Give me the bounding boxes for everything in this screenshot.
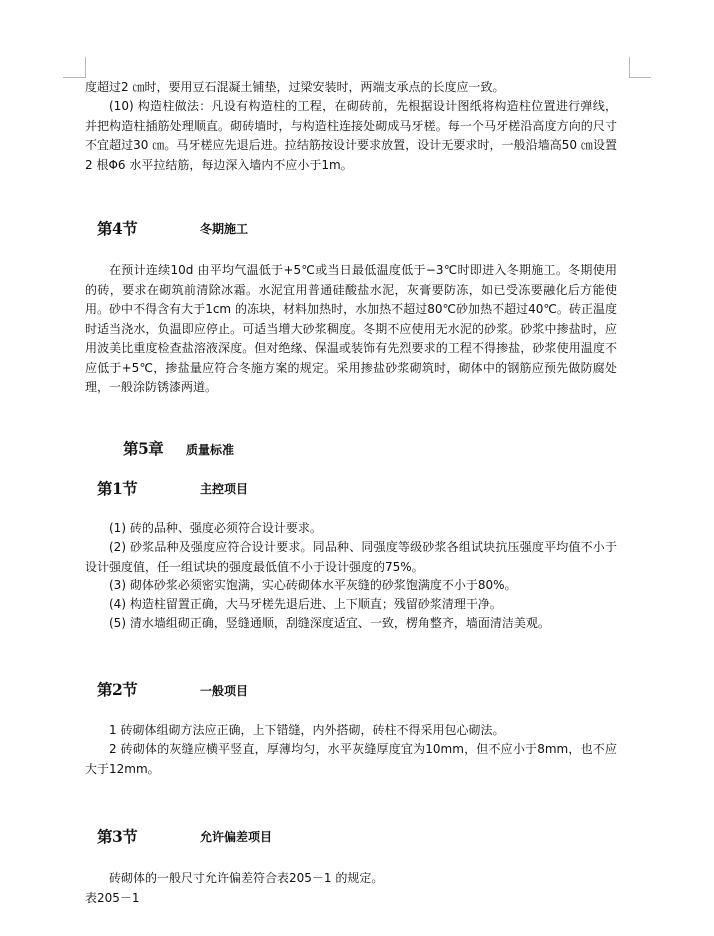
crop-mark-top-right-h — [629, 77, 651, 78]
paragraph-lintel: 度超过2 ㎝时，要用豆石混凝土铺垫，过梁安装时，两端支承点的长度应一致。 — [85, 80, 505, 94]
crop-mark-top-right-v — [629, 57, 630, 78]
main-item-5: (5) 清水墙组砌正确，竖缝通顺，刮缝深度适宜、一致，楞角整齐，墙面清洁美观。 — [109, 616, 550, 630]
table-caption: 表205－1 — [85, 891, 140, 905]
section-4-number: 第4节 — [97, 219, 138, 238]
chapter-5-title: 质量标准 — [186, 443, 235, 457]
section-1-title: 主控项目 — [200, 482, 249, 496]
paragraph-allowable-deviation: 砖砌体的一般尺寸允许偏差符合表205－1 的规定。 — [109, 871, 384, 885]
section-3-title: 允许偏差项目 — [200, 830, 273, 844]
main-item-1: (1) 砖的品种、强度必须符合设计要求。 — [109, 521, 322, 535]
paragraph-winter-construction: 在预计连续10d 由平均气温低于+5℃或当日最低温度低于−3℃时即进入冬期施工。冬期使用的砖，要求在砌筑前清除冰霜。水泥宜用普通硅酸盐水泥，灰膏要防冻，如已受冻要融化后方能使用。砂中不得含有大于1cm 的冻块，材料加热时，水加热不超过80℃砂加热不超过40℃。砖正温度时适当浇水，负温即应停止。可适当增大砂浆稠度。冬期不应使用无水泥的砂浆。砂浆中掺盐时，应用波美比重度检查盐溶液深度。但对绝缘、保温或装饰有先烈要求的工程不得掺盐，砂浆使用温度不应低于+5℃，掺盐量应符合冬施方案的规定。采用掺盐砂浆砌筑时，砌体中的钢筋应预先做防腐处理，一般涂防锈漆两道。 — [85, 263, 617, 394]
general-item-2: 2 砖砌体的灰缝应横平竖直，厚薄均匀，水平灰缝厚度宜为10mm，但不应小于8mm，也不应大于12mm。 — [85, 742, 617, 776]
chapter-5-number: 第5章 — [123, 439, 164, 458]
main-item-3: (3) 砌体砂浆必须密实饱满，实心砖砌体水平灰缝的砂浆饱满度不小于80%。 — [109, 578, 517, 592]
section-2-number: 第2节 — [97, 680, 138, 699]
section-2-title: 一般项目 — [200, 684, 249, 698]
crop-mark-top-left-v — [85, 57, 86, 78]
paragraph-construction-column: (10) 构造柱做法：凡设有构造柱的工程，在砌砖前，先根据设计图纸将构造柱位置进行弹线，并把构造柱插筋处理顺直。砌砖墙时，与构造柱连接处砌成马牙槎。每一个马牙槎沿高度方向的尺寸不宜超过30 ㎝。马牙槎应先退后进。拉结筋按设计要求放置，设计无要求时，一般沿墙高50 ㎝设置2 根Φ6 水平拉结筋，每边深入墙内不应小于1m。 — [85, 99, 617, 172]
crop-mark-top-left-h — [63, 77, 85, 78]
main-item-4: (4) 构造柱留置正确，大马牙槎先退后进、上下顺直；残留砂浆清理干净。 — [109, 597, 502, 611]
general-item-1: 1 砖砌体组砌方法应正确，上下错缝，内外搭砌，砖柱不得采用包心砌法。 — [109, 723, 505, 737]
section-3-number: 第3节 — [97, 827, 138, 846]
main-item-2: (2) 砂浆品种及强度应符合设计要求。同品种、同强度等级砂浆各组试块抗压强度平均值不小于设计强度值，任一组试块的强度最低值不小于设计强度的75%。 — [85, 540, 617, 574]
section-1-number: 第1节 — [97, 479, 138, 498]
section-4-title: 冬期施工 — [200, 222, 249, 236]
